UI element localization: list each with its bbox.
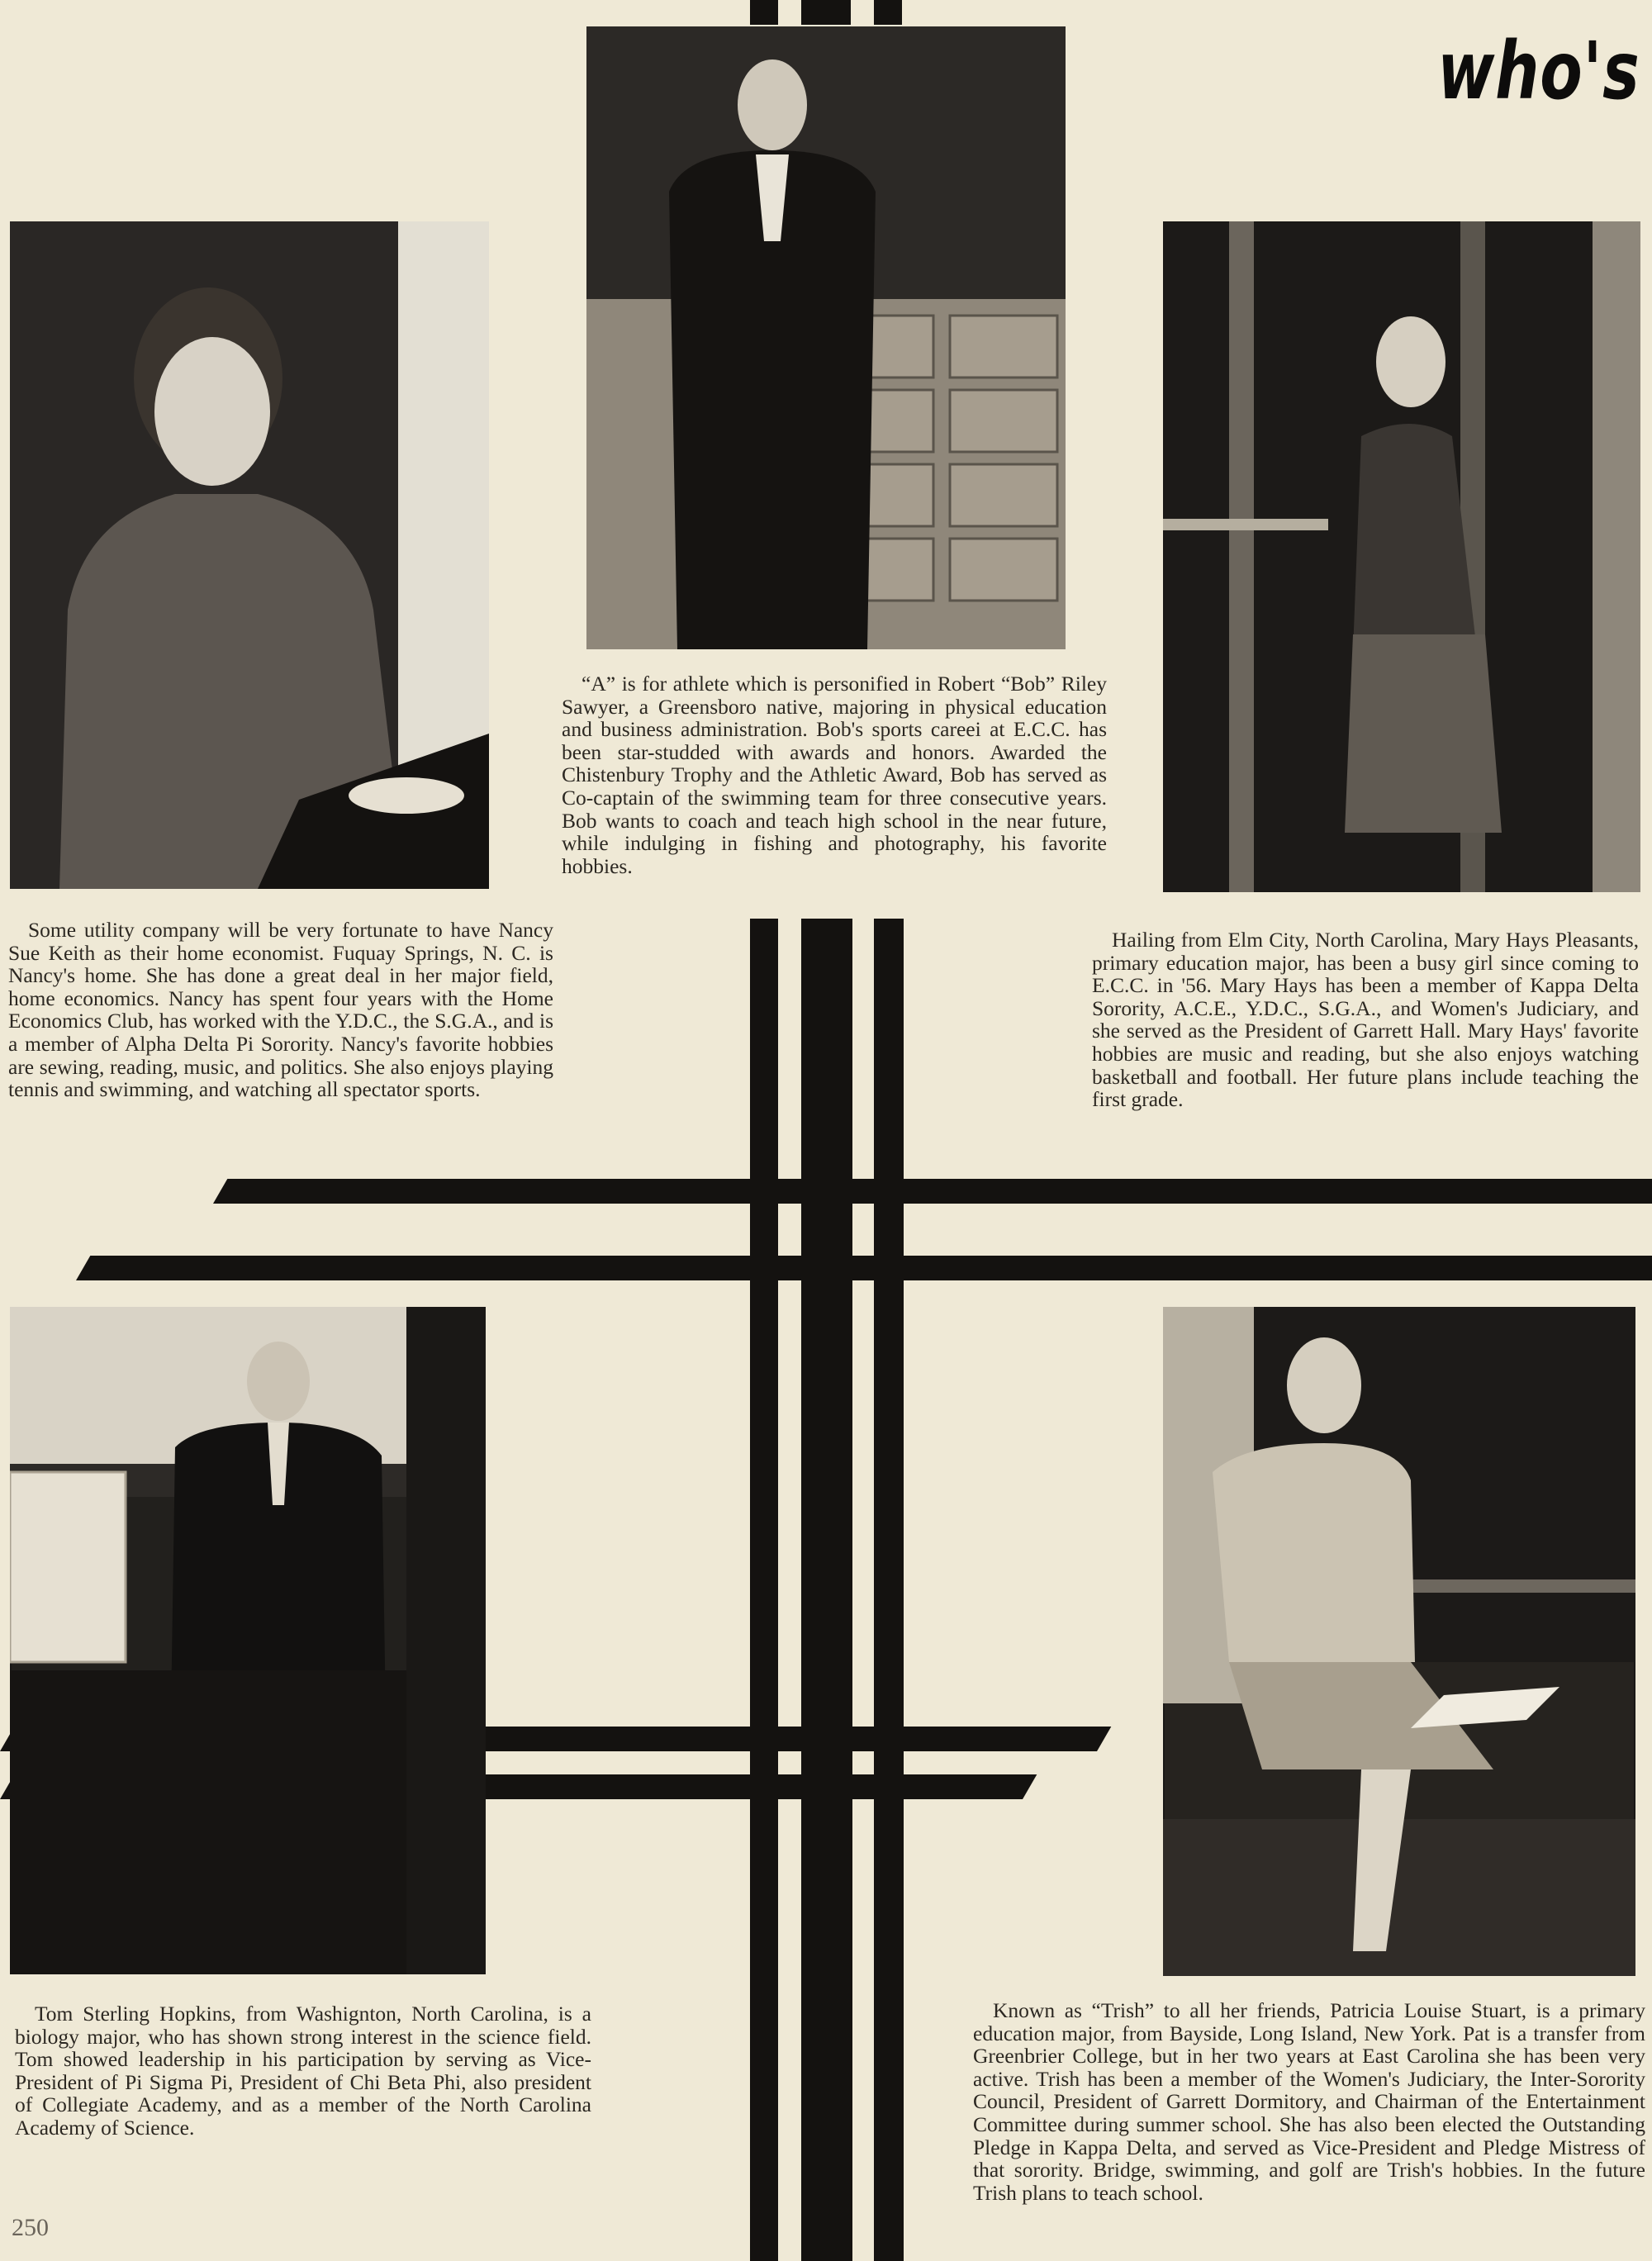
- portrait-photo: [10, 221, 489, 889]
- decorative-bar: [801, 919, 852, 2261]
- decorative-bar: [874, 0, 902, 25]
- decorative-bar: [76, 1256, 1652, 1280]
- portrait-photo: [1163, 221, 1640, 892]
- profile-caption: “A” is for athlete which is personified in Robert “Bob” Riley Sawyer, a Greensboro native, majoring in physical education and business administration. Bob's sports careei at E.C.C. has been star-studded with awards and honors. Awarded the Chistenbury Trophy and the Athletic Award, Bob has served as Co-captain of the swimming team for three consecutive years. Bob wants to coach and teach high school in the near future, while indulging in fishing and photography, his favorite hobbies.: [562, 672, 1107, 878]
- profile-caption: Some utility company will be very fortunate to have Nancy Sue Keith as their home economist. Fuquay Springs, N. C. is Nancy's home. She has done a great deal in her major field, home economics. Nancy has spent four years with the Home Economics Club, has worked with the Y.D.C., the S.G.A., and is a member of Alpha Delta Pi Sorority. Nancy's favorite hobbies are sewing, reading, music, and politics. She also enjoys playing tennis and swimming, and watching all spectator sports.: [8, 918, 553, 1102]
- portrait-photo: [1163, 1307, 1635, 1976]
- profile-caption: Known as “Trish” to all her friends, Patricia Louise Stuart, is a primary education major, from Bayside, Long Island, New York. Pat is a transfer from Greenbrier College, but in her two years at East Carolina she has been very active. Trish has been a member of the Women's Judiciary, the Inter-Sorority Council, President of Garrett Dormitory, and Chairman of the Entertainment Committee during summer school. She has also been elected the Outstanding Pledge in Kappa Delta, and served as Vice-President and Pledge Mistress of that sorority. Bridge, swimming, and golf are Trish's hobbies. In the future Trish plans to teach school.: [973, 1998, 1645, 2205]
- profile-caption: Tom Sterling Hopkins, from Washignton, North Carolina, is a biology major, who has shown strong interest in the science field. Tom showed leadership in his participation by serving as Vice-President of Pi Sigma Pi, President of Chi Beta Phi, also president of Collegiate Academy, and as a member of the North Carolina Academy of Science.: [15, 2002, 591, 2140]
- profile-caption: Hailing from Elm City, North Carolina, Mary Hays Pleasants, primary education major, has been a busy girl since coming to E.C.C. in '56. Mary Hays has been a member of Kappa Delta Sorority, A.C.E., Y.D.C., S.G.A., and Women's Judiciary, and she served as the President of Garrett Hall. Mary Hays' favorite hobbies are music and reading, but she also enjoys watching basketball and football. Her future plans include teaching the first grade.: [1092, 928, 1639, 1112]
- portrait-photo: [10, 1307, 486, 1974]
- portrait-photo: [586, 26, 1066, 649]
- page-number: 250: [12, 2214, 49, 2241]
- decorative-bar: [213, 1179, 1652, 1204]
- page-heading: who's: [1437, 25, 1640, 117]
- decorative-bar: [801, 0, 851, 25]
- decorative-bar: [874, 919, 904, 2261]
- decorative-bar: [750, 919, 778, 2261]
- decorative-bar: [750, 0, 778, 25]
